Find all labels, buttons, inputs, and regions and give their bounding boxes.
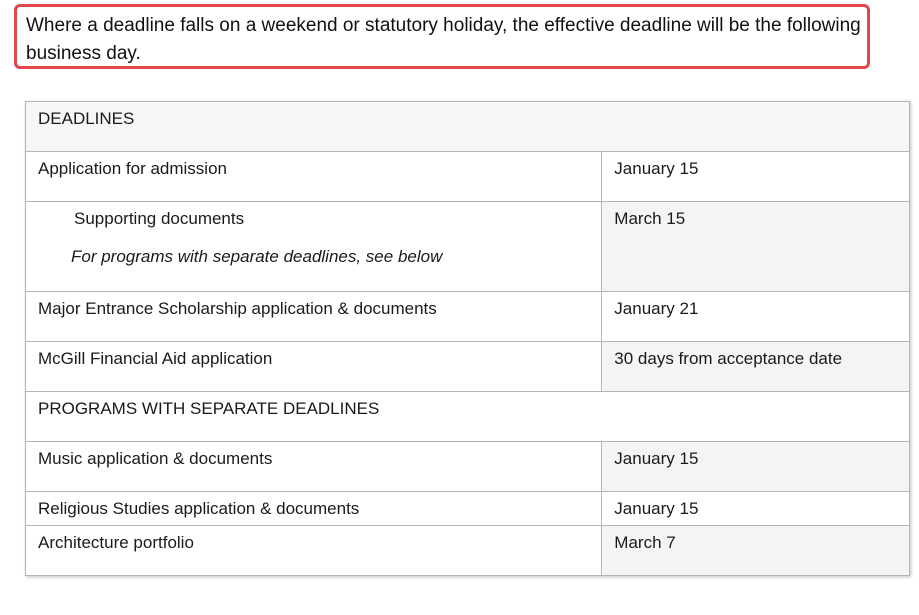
row-note: For programs with separate deadlines, see below [71,247,443,266]
row-item: Application for admission [26,152,602,202]
row-date: January 15 [602,492,910,526]
row-item: Religious Studies application & documents [26,492,602,526]
table-row [26,202,910,292]
row-item: Music application & documents [26,442,602,492]
row-item: Supporting documents [74,209,245,228]
table-row [26,526,910,576]
row-date: March 15 [602,202,910,292]
row-item: Major Entrance Scholarship application & documents [26,292,602,342]
row-date: January 21 [602,292,910,342]
section-header-deadlines [26,102,910,152]
section-title: PROGRAMS WITH SEPARATE DEADLINES [26,392,910,442]
section-title: DEADLINES [26,102,910,152]
holiday-notice-text: Where a deadline falls on a weekend or statutory holiday, the effective deadline will be the following business day. [26,15,861,64]
table-row [26,442,910,492]
table-row [26,342,910,392]
section-header-programs [26,392,910,442]
table-row [26,492,910,526]
deadlines-table [25,101,910,576]
row-date: January 15 [602,152,910,202]
row-item: McGill Financial Aid application [26,342,602,392]
row-item: Architecture portfolio [26,526,602,576]
row-date: January 15 [602,442,910,492]
row-date: March 7 [602,526,910,576]
table-row [26,152,910,202]
holiday-notice [14,4,870,69]
table-row [26,292,910,342]
row-item-cell [26,202,602,292]
row-date: 30 days from acceptance date [602,342,910,392]
